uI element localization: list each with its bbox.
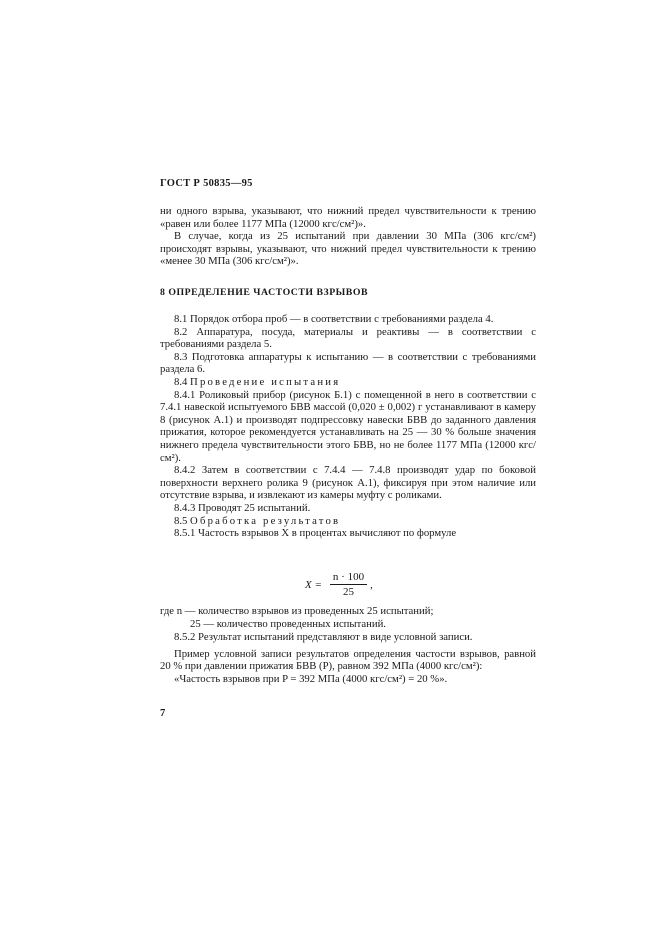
subsection-8-4-heading xyxy=(160,376,536,389)
subsection-8-5-number: 8.5 xyxy=(174,514,188,527)
paragraph-8-2: 8.2 Аппаратура, посуда, материалы и реактивы — в соответствии с требованиями раздела 5. xyxy=(160,325,536,351)
page-number: 7 xyxy=(160,708,166,719)
subsection-8-5-heading xyxy=(160,515,536,528)
section-body xyxy=(160,313,536,540)
formula-lhs: X = xyxy=(305,578,322,591)
example-paragraph: Пример условной записи результатов определения частости взрывов, равной 20 % при давлении прижатия БВВ (P), равном 392 МПа (4000 кгс/см²): xyxy=(160,647,536,673)
section-title: 8 ОПРЕДЕЛЕНИЕ ЧАСТОСТИ ВЗРЫВОВ xyxy=(160,287,368,298)
formula xyxy=(305,571,373,598)
case-paragraph: В случае, когда из 25 испытаний при давлении 30 МПа (306 кгс/см²) происходят взрывы, указывают, что нижний предел чувствительности к трению «менее 30 МПа (306 кгс/см²)». xyxy=(160,230,536,268)
document-header: ГОСТ Р 50835—95 xyxy=(160,178,253,189)
formula-denominator: 25 xyxy=(342,586,354,598)
paragraph-8-4-3: 8.4.3 Проводят 25 испытаний. xyxy=(174,501,311,514)
formula-trail: , xyxy=(370,578,373,591)
paragraph-8-4-2: 8.4.2 Затем в соответствии с 7.4.4 — 7.4.8 производят удар по боковой поверхности верхнего ролика 9 (рисунок А.1), фиксируя при этом наличие или отсутствие взрыва, и извлекают из камеры муфту с роликами. xyxy=(160,464,536,502)
where-line-n: где n — количество взрывов из проведенных 25 испытаний; xyxy=(160,605,434,617)
formula-numerator: n · 100 xyxy=(330,571,367,585)
example-quote: «Частость взрывов при P = 392 МПа (4000 кгс/см²) = 20 %». xyxy=(174,672,448,685)
formula-fraction xyxy=(330,571,367,598)
where-block xyxy=(160,605,536,630)
result-block xyxy=(160,631,536,685)
subsection-8-5-title: Обработка результатов xyxy=(190,514,341,527)
continuation-paragraph: ни одного взрыва, указывают, что нижний предел чувствительности к трению «равен или более 1177 МПа (12000 кгс/см²)». xyxy=(160,205,536,230)
subsection-8-4-title: Проведение испытания xyxy=(190,375,341,388)
continuation-block xyxy=(160,205,536,268)
paragraph-8-5-2: 8.5.2 Результат испытаний представляют в виде условной записи. xyxy=(174,631,473,643)
subsection-8-4-number: 8.4 xyxy=(174,375,188,388)
paragraph-8-5-1: 8.5.1 Частость взрывов X в процентах вычисляют по формуле xyxy=(174,527,457,540)
paragraph-8-3: 8.3 Подготовка аппаратуры к испытанию — в соответствии с требованиями раздела 6. xyxy=(160,350,536,376)
paragraph-8-1: 8.1 Порядок отбора проб — в соответствии с требованиями раздела 4. xyxy=(174,313,494,325)
paragraph-8-4-1: 8.4.1 Роликовый прибор (рисунок Б.1) с помещенной в него в соответствии с 7.4.1 навеской испытуемого БВВ массой (0,020 ± 0,002) г устанавливают в камеру 8 (рисунок А.1) и производят подпрессовку навески БВВ до заданного давления прижатия, которое рекомендуется устанавливать на 25 — 30 % больше значения нижнего предела чувствительности этого БВВ, но не более 1177 МПа (12000 кгс/см²). xyxy=(160,388,536,464)
where-line-25: 25 — количество проведенных испытаний. xyxy=(190,617,386,630)
